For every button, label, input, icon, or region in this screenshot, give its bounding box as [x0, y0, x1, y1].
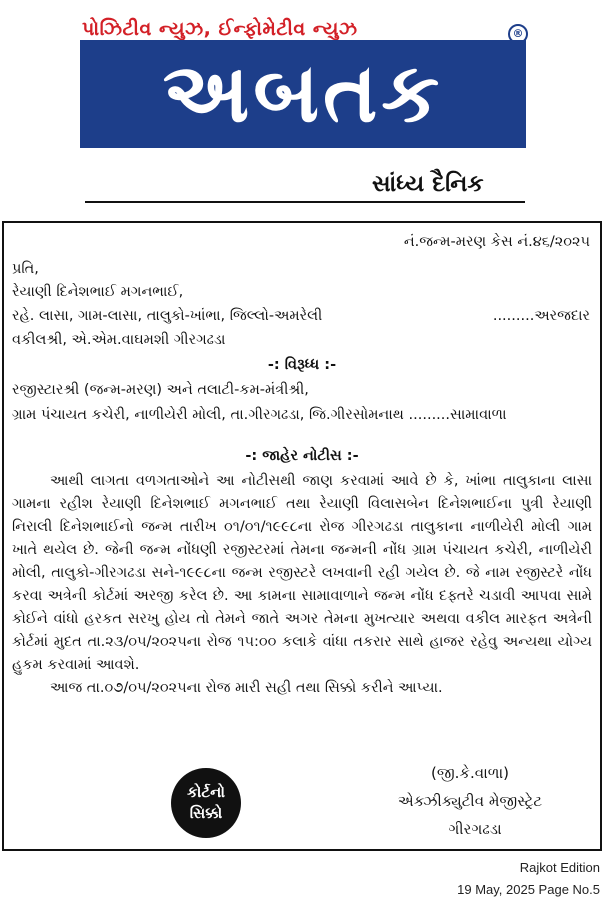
public-notice-box: [2, 221, 602, 851]
subtitle-underline: [85, 201, 525, 203]
respondent-line-1: રજીસ્ટારશ્રી (જન્મ-મરણ) અને તલાટી-કમ-મંત્રીશ્રી,: [12, 382, 309, 398]
applicant-name: રેયાણી દિનેશભાઈ મગનભાઈ,: [12, 284, 184, 300]
brand-logo: અબતક: [80, 40, 526, 148]
seal-line-1: કોર્ટનો: [187, 783, 225, 801]
versus-heading: -: વિરૂધ્ધ :-: [267, 357, 337, 373]
advocate: વકીલશ્રી, એ.એમ.વાઘમશી ગીરગઢડા: [12, 332, 226, 348]
masthead: [0, 0, 608, 210]
signatory-place: ગીરગઢડા: [448, 820, 502, 838]
case-number: નં.જન્મ-મરણ કેસ નં.૪૬/૨૦૨૫: [403, 234, 590, 250]
footer-date-page: 19 May, 2025 Page No.5: [457, 882, 600, 897]
court-seal: [171, 768, 241, 838]
applicant-role: .........અરજદાર: [492, 308, 590, 324]
masthead-tagline: પોઝિટીવ ન્યુઝ, ઈન્ફોમેટીવ ન્યુઝ: [82, 18, 358, 40]
to-label: પ્રતિ,: [12, 261, 39, 277]
notice-body-text: આથી લાગતા વળગતાઓને આ નોટીસથી જાણ કરવામાં આવે છે કે, ખાંભા તાલુકાના લાસા ગામના રહીશ રેયાણી દિનેશભાઈ મગનભાઈ તથા રેયાણી વિલાસબેન દિનેશભાઈના પુત્રી રેયાણી નિરાલી દિનેશભાઈનો જન્મ તારીખ ૦૧/૦૧/૧૯૯૮ના રોજ ગીરગઢડા તાલુકાના નાળીયેરી મોલી ગામ ખાતે થયેલ છે. જેની જન્મ નોંધણી રજીસ્ટરમાં તેમના જન્મની નોંધ ગ્રામ પંચાયત કચેરી, નાળીયેરી મોલી, તાલુકો-ગીરગઢડા સને-૧૯૯૮ના જન્મ રજીસ્ટરે લખવાની રહી ગયેલ છે. જે નામ રજીસ્ટરે નોંધ કરવા અત્રેની કોર્ટમાં અરજી કરેલ છે. આ કામના સામાવાળાને જન્મ નોંધ દફ્તરે ચડાવી આપવા સામે કોઈને વાંધો હરકત સરખુ હોય તો તેમને જાતે અગર તેમના મુખત્યાર અથવા વકીલ મારફત અત્રેની કોર્ટમાં મુદત તા.૨૩/૦૫/૨૦૨૫ના રોજ ૧૫:૦૦ કલાકે વાંધા તકરાર સાથે હાજર રહેવુ અન્યથા યોગ્ય હુકમ કરવામાં આવશે.: [12, 473, 592, 673]
notice-body: [12, 470, 592, 700]
respondent-line-2: ગ્રામ પંચાયત કચેરી, નાળીયેરી મોલી, તા.ગીરગઢડા, જિ.ગીરસોમનાથ .........સામાવાળા: [12, 407, 507, 423]
footer-edition: Rajkot Edition: [519, 860, 600, 875]
signatory-title: એક્ઝીક્યુટીવ મેજીસ્ટ્રેટ: [397, 792, 543, 810]
seal-line-2: સિક્કો: [189, 804, 223, 822]
registered-mark-icon: ®: [508, 24, 528, 44]
masthead-subtitle: સાંધ્ય દૈનિક: [372, 171, 484, 197]
public-notice-heading: -: જાહેર નોટીસ :-: [245, 448, 359, 464]
applicant-address: રહે. લાસા, ગામ-લાસા, તાલુકો-ખાંભા, જિલ્લો-અમરેલી: [12, 308, 323, 324]
notice-closing: આજ તા.૦૭/૦૫/૨૦૨૫ના રોજ મારી સહી તથા સિક્કો કરીને આપ્યા.: [50, 680, 443, 696]
signatory-name: (જી.કે.વાળા): [430, 764, 509, 782]
